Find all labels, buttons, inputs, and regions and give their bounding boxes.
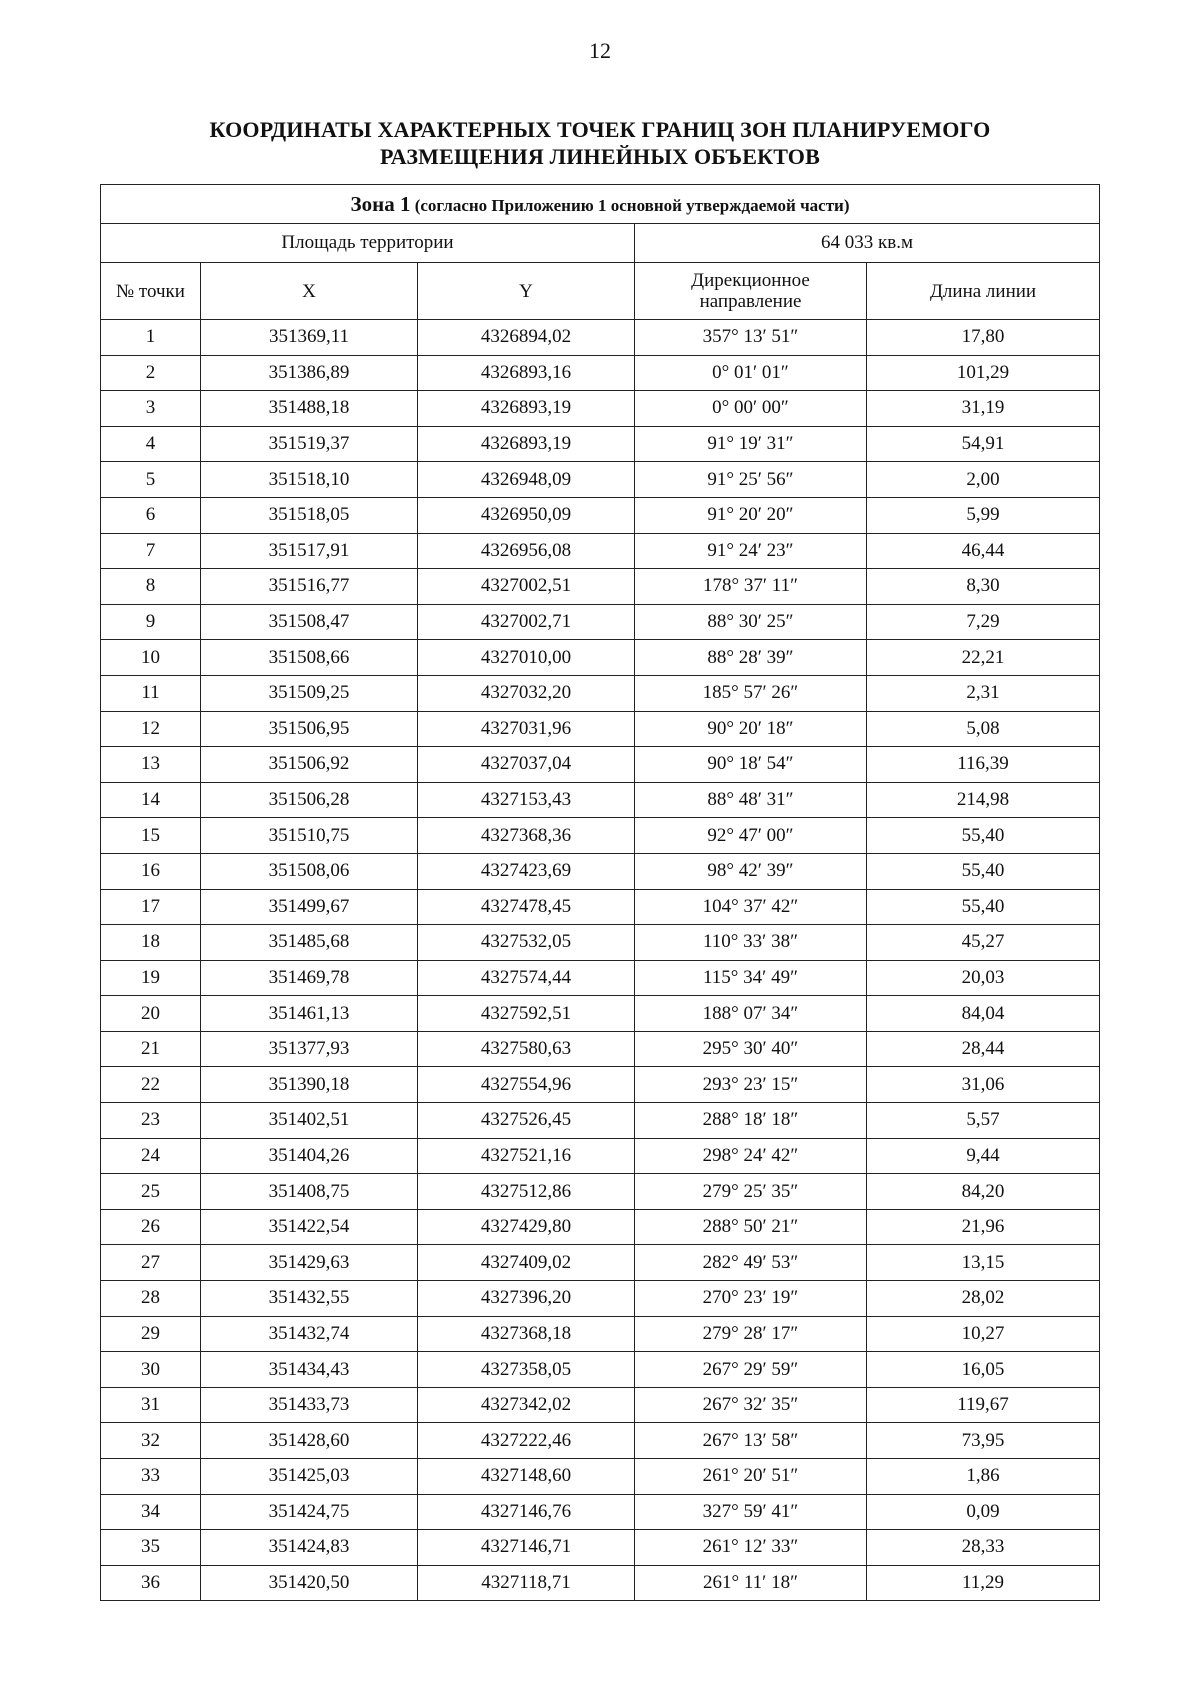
table-row (101, 426, 1100, 462)
direction-cell: 293° 23′ 15″ (635, 1067, 867, 1103)
x-cell: 351506,92 (201, 747, 418, 783)
table-row (101, 320, 1100, 356)
length-cell: 7,29 (867, 604, 1100, 640)
area-value: 64 033 кв.м (635, 224, 1100, 263)
x-cell: 351404,26 (201, 1138, 418, 1174)
table-row (101, 569, 1100, 605)
header-direction-line-1: Дирекционное (691, 270, 810, 291)
table-row (101, 355, 1100, 391)
x-cell: 351499,67 (201, 889, 418, 925)
point-cell: 31 (101, 1387, 201, 1423)
point-cell: 28 (101, 1281, 201, 1317)
x-cell: 351402,51 (201, 1103, 418, 1139)
x-cell: 351420,50 (201, 1565, 418, 1601)
y-cell: 4327532,05 (418, 925, 635, 961)
length-cell: 55,40 (867, 818, 1100, 854)
direction-cell: 288° 50′ 21″ (635, 1209, 867, 1245)
direction-cell: 0° 00′ 00″ (635, 391, 867, 427)
y-cell: 4327342,02 (418, 1387, 635, 1423)
x-cell: 351508,66 (201, 640, 418, 676)
table-row (101, 1138, 1100, 1174)
table-row (101, 1031, 1100, 1067)
direction-cell: 261° 11′ 18″ (635, 1565, 867, 1601)
length-cell: 54,91 (867, 426, 1100, 462)
direction-cell: 104° 37′ 42″ (635, 889, 867, 925)
header-y: Y (418, 263, 635, 320)
table-body (101, 320, 1100, 1601)
length-cell: 116,39 (867, 747, 1100, 783)
point-cell: 18 (101, 925, 201, 961)
length-cell: 1,86 (867, 1459, 1100, 1495)
y-cell: 4327409,02 (418, 1245, 635, 1281)
x-cell: 351509,25 (201, 675, 418, 711)
point-cell: 4 (101, 426, 201, 462)
length-cell: 84,04 (867, 996, 1100, 1032)
direction-cell: 261° 12′ 33″ (635, 1530, 867, 1566)
point-cell: 32 (101, 1423, 201, 1459)
direction-cell: 357° 13′ 51″ (635, 320, 867, 356)
point-cell: 2 (101, 355, 201, 391)
x-cell: 351429,63 (201, 1245, 418, 1281)
x-cell: 351485,68 (201, 925, 418, 961)
x-cell: 351424,83 (201, 1530, 418, 1566)
x-cell: 351508,06 (201, 853, 418, 889)
x-cell: 351425,03 (201, 1459, 418, 1495)
length-cell: 2,00 (867, 462, 1100, 498)
direction-cell: 327° 59′ 41″ (635, 1494, 867, 1530)
point-cell: 25 (101, 1174, 201, 1210)
zone-cell (101, 185, 1100, 224)
point-cell: 22 (101, 1067, 201, 1103)
direction-cell: 110° 33′ 38″ (635, 925, 867, 961)
point-cell: 19 (101, 960, 201, 996)
y-cell: 4327032,20 (418, 675, 635, 711)
table-row (101, 462, 1100, 498)
x-cell: 351422,54 (201, 1209, 418, 1245)
y-cell: 4326893,19 (418, 391, 635, 427)
direction-cell: 279° 25′ 35″ (635, 1174, 867, 1210)
length-cell: 5,57 (867, 1103, 1100, 1139)
point-cell: 15 (101, 818, 201, 854)
table-row (101, 1459, 1100, 1495)
length-cell: 8,30 (867, 569, 1100, 605)
direction-cell: 298° 24′ 42″ (635, 1138, 867, 1174)
y-cell: 4326956,08 (418, 533, 635, 569)
x-cell: 351433,73 (201, 1387, 418, 1423)
direction-cell: 88° 28′ 39″ (635, 640, 867, 676)
point-cell: 7 (101, 533, 201, 569)
point-cell: 33 (101, 1459, 201, 1495)
direction-cell: 98° 42′ 39″ (635, 853, 867, 889)
table-row (101, 675, 1100, 711)
direction-cell: 267° 32′ 35″ (635, 1387, 867, 1423)
direction-cell: 279° 28′ 17″ (635, 1316, 867, 1352)
direction-cell: 88° 48′ 31″ (635, 782, 867, 818)
zone-row (101, 185, 1100, 224)
y-cell: 4327574,44 (418, 960, 635, 996)
header-direction (635, 263, 867, 320)
point-cell: 8 (101, 569, 201, 605)
table-row (101, 996, 1100, 1032)
table-row (101, 391, 1100, 427)
table-row (101, 818, 1100, 854)
length-cell: 16,05 (867, 1352, 1100, 1388)
table-row (101, 1209, 1100, 1245)
length-cell: 17,80 (867, 320, 1100, 356)
direction-cell: 0° 01′ 01″ (635, 355, 867, 391)
length-cell: 46,44 (867, 533, 1100, 569)
y-cell: 4327002,51 (418, 569, 635, 605)
table-row (101, 1565, 1100, 1601)
length-cell: 119,67 (867, 1387, 1100, 1423)
direction-cell: 270° 23′ 19″ (635, 1281, 867, 1317)
y-cell: 4327521,16 (418, 1138, 635, 1174)
length-cell: 73,95 (867, 1423, 1100, 1459)
x-cell: 351432,74 (201, 1316, 418, 1352)
y-cell: 4327592,51 (418, 996, 635, 1032)
y-cell: 4327358,05 (418, 1352, 635, 1388)
direction-cell: 92° 47′ 00″ (635, 818, 867, 854)
table-row (101, 889, 1100, 925)
length-cell: 0,09 (867, 1494, 1100, 1530)
y-cell: 4327002,71 (418, 604, 635, 640)
table-row (101, 782, 1100, 818)
point-cell: 36 (101, 1565, 201, 1601)
document-title (100, 116, 1100, 170)
table-row (101, 640, 1100, 676)
table-row (101, 960, 1100, 996)
point-cell: 26 (101, 1209, 201, 1245)
direction-cell: 267° 13′ 58″ (635, 1423, 867, 1459)
length-cell: 31,19 (867, 391, 1100, 427)
point-cell: 27 (101, 1245, 201, 1281)
x-cell: 351434,43 (201, 1352, 418, 1388)
point-cell: 13 (101, 747, 201, 783)
y-cell: 4327148,60 (418, 1459, 635, 1495)
x-cell: 351369,11 (201, 320, 418, 356)
length-cell: 31,06 (867, 1067, 1100, 1103)
table-row (101, 1245, 1100, 1281)
x-cell: 351386,89 (201, 355, 418, 391)
table-row (101, 925, 1100, 961)
direction-cell: 115° 34′ 49″ (635, 960, 867, 996)
length-cell: 5,08 (867, 711, 1100, 747)
direction-cell: 90° 20′ 18″ (635, 711, 867, 747)
x-cell: 351461,13 (201, 996, 418, 1032)
point-cell: 1 (101, 320, 201, 356)
point-cell: 24 (101, 1138, 201, 1174)
direction-cell: 295° 30′ 40″ (635, 1031, 867, 1067)
title-line-1: КООРДИНАТЫ ХАРАКТЕРНЫХ ТОЧЕК ГРАНИЦ ЗОН ПЛАНИРУЕМОГО (209, 117, 991, 142)
point-cell: 20 (101, 996, 201, 1032)
y-cell: 4327423,69 (418, 853, 635, 889)
y-cell: 4327580,63 (418, 1031, 635, 1067)
length-cell: 22,21 (867, 640, 1100, 676)
length-cell: 5,99 (867, 497, 1100, 533)
direction-cell: 267° 29′ 59″ (635, 1352, 867, 1388)
point-cell: 17 (101, 889, 201, 925)
length-cell: 10,27 (867, 1316, 1100, 1352)
header-point: № точки (101, 263, 201, 320)
x-cell: 351469,78 (201, 960, 418, 996)
y-cell: 4327429,80 (418, 1209, 635, 1245)
y-cell: 4327396,20 (418, 1281, 635, 1317)
table-row (101, 711, 1100, 747)
coordinates-table (100, 184, 1100, 1601)
table-row (101, 533, 1100, 569)
length-cell: 84,20 (867, 1174, 1100, 1210)
y-cell: 4326893,16 (418, 355, 635, 391)
y-cell: 4326894,02 (418, 320, 635, 356)
x-cell: 351408,75 (201, 1174, 418, 1210)
point-cell: 5 (101, 462, 201, 498)
point-cell: 14 (101, 782, 201, 818)
point-cell: 35 (101, 1530, 201, 1566)
y-cell: 4327478,45 (418, 889, 635, 925)
direction-cell: 90° 18′ 54″ (635, 747, 867, 783)
table-row (101, 1174, 1100, 1210)
length-cell: 214,98 (867, 782, 1100, 818)
x-cell: 351519,37 (201, 426, 418, 462)
y-cell: 4327010,00 (418, 640, 635, 676)
table-row (101, 853, 1100, 889)
length-cell: 55,40 (867, 853, 1100, 889)
length-cell: 101,29 (867, 355, 1100, 391)
table-row (101, 497, 1100, 533)
y-cell: 4326893,19 (418, 426, 635, 462)
length-cell: 13,15 (867, 1245, 1100, 1281)
direction-cell: 88° 30′ 25″ (635, 604, 867, 640)
point-cell: 21 (101, 1031, 201, 1067)
y-cell: 4327222,46 (418, 1423, 635, 1459)
point-cell: 16 (101, 853, 201, 889)
y-cell: 4327368,36 (418, 818, 635, 854)
direction-cell: 261° 20′ 51″ (635, 1459, 867, 1495)
x-cell: 351488,18 (201, 391, 418, 427)
zone-note: (согласно Приложению 1 основной утверждаемой части) (410, 195, 850, 215)
y-cell: 4327554,96 (418, 1067, 635, 1103)
direction-cell: 282° 49′ 53″ (635, 1245, 867, 1281)
y-cell: 4327512,86 (418, 1174, 635, 1210)
header-x: X (201, 263, 418, 320)
header-row (101, 263, 1100, 320)
y-cell: 4326950,09 (418, 497, 635, 533)
x-cell: 351432,55 (201, 1281, 418, 1317)
header-direction-line-2: направление (699, 291, 802, 312)
x-cell: 351517,91 (201, 533, 418, 569)
length-cell: 21,96 (867, 1209, 1100, 1245)
length-cell: 9,44 (867, 1138, 1100, 1174)
x-cell: 351428,60 (201, 1423, 418, 1459)
y-cell: 4327153,43 (418, 782, 635, 818)
x-cell: 351516,77 (201, 569, 418, 605)
direction-cell: 91° 20′ 20″ (635, 497, 867, 533)
length-cell: 28,02 (867, 1281, 1100, 1317)
point-cell: 9 (101, 604, 201, 640)
table-row (101, 747, 1100, 783)
title-line-2: РАЗМЕЩЕНИЯ ЛИНЕЙНЫХ ОБЪЕКТОВ (379, 144, 820, 169)
area-label: Площадь территории (101, 224, 635, 263)
direction-cell: 288° 18′ 18″ (635, 1103, 867, 1139)
page-number: 12 (589, 38, 611, 63)
direction-cell: 91° 19′ 31″ (635, 426, 867, 462)
table-row (101, 1067, 1100, 1103)
point-cell: 3 (101, 391, 201, 427)
length-cell: 2,31 (867, 675, 1100, 711)
point-cell: 12 (101, 711, 201, 747)
y-cell: 4327031,96 (418, 711, 635, 747)
table-row (101, 1352, 1100, 1388)
y-cell: 4326948,09 (418, 462, 635, 498)
y-cell: 4327526,45 (418, 1103, 635, 1139)
point-cell: 29 (101, 1316, 201, 1352)
x-cell: 351390,18 (201, 1067, 418, 1103)
header-length: Длина линии (867, 263, 1100, 320)
x-cell: 351377,93 (201, 1031, 418, 1067)
y-cell: 4327368,18 (418, 1316, 635, 1352)
x-cell: 351424,75 (201, 1494, 418, 1530)
point-cell: 30 (101, 1352, 201, 1388)
length-cell: 28,33 (867, 1530, 1100, 1566)
x-cell: 351506,28 (201, 782, 418, 818)
length-cell: 55,40 (867, 889, 1100, 925)
length-cell: 20,03 (867, 960, 1100, 996)
table-row (101, 1316, 1100, 1352)
direction-cell: 178° 37′ 11″ (635, 569, 867, 605)
direction-cell: 188° 07′ 34″ (635, 996, 867, 1032)
direction-cell: 91° 24′ 23″ (635, 533, 867, 569)
area-row (101, 224, 1100, 263)
direction-cell: 185° 57′ 26″ (635, 675, 867, 711)
point-cell: 10 (101, 640, 201, 676)
point-cell: 11 (101, 675, 201, 711)
point-cell: 6 (101, 497, 201, 533)
table-row (101, 1387, 1100, 1423)
point-cell: 23 (101, 1103, 201, 1139)
direction-cell: 91° 25′ 56″ (635, 462, 867, 498)
point-cell: 34 (101, 1494, 201, 1530)
table-row (101, 1423, 1100, 1459)
length-cell: 45,27 (867, 925, 1100, 961)
x-cell: 351518,05 (201, 497, 418, 533)
x-cell: 351508,47 (201, 604, 418, 640)
y-cell: 4327118,71 (418, 1565, 635, 1601)
table-row (101, 1530, 1100, 1566)
table-row (101, 1494, 1100, 1530)
x-cell: 351518,10 (201, 462, 418, 498)
table-row (101, 604, 1100, 640)
table-row (101, 1103, 1100, 1139)
length-cell: 11,29 (867, 1565, 1100, 1601)
table-row (101, 1281, 1100, 1317)
y-cell: 4327146,76 (418, 1494, 635, 1530)
length-cell: 28,44 (867, 1031, 1100, 1067)
zone-label: Зона 1 (350, 191, 411, 216)
x-cell: 351510,75 (201, 818, 418, 854)
x-cell: 351506,95 (201, 711, 418, 747)
y-cell: 4327146,71 (418, 1530, 635, 1566)
y-cell: 4327037,04 (418, 747, 635, 783)
